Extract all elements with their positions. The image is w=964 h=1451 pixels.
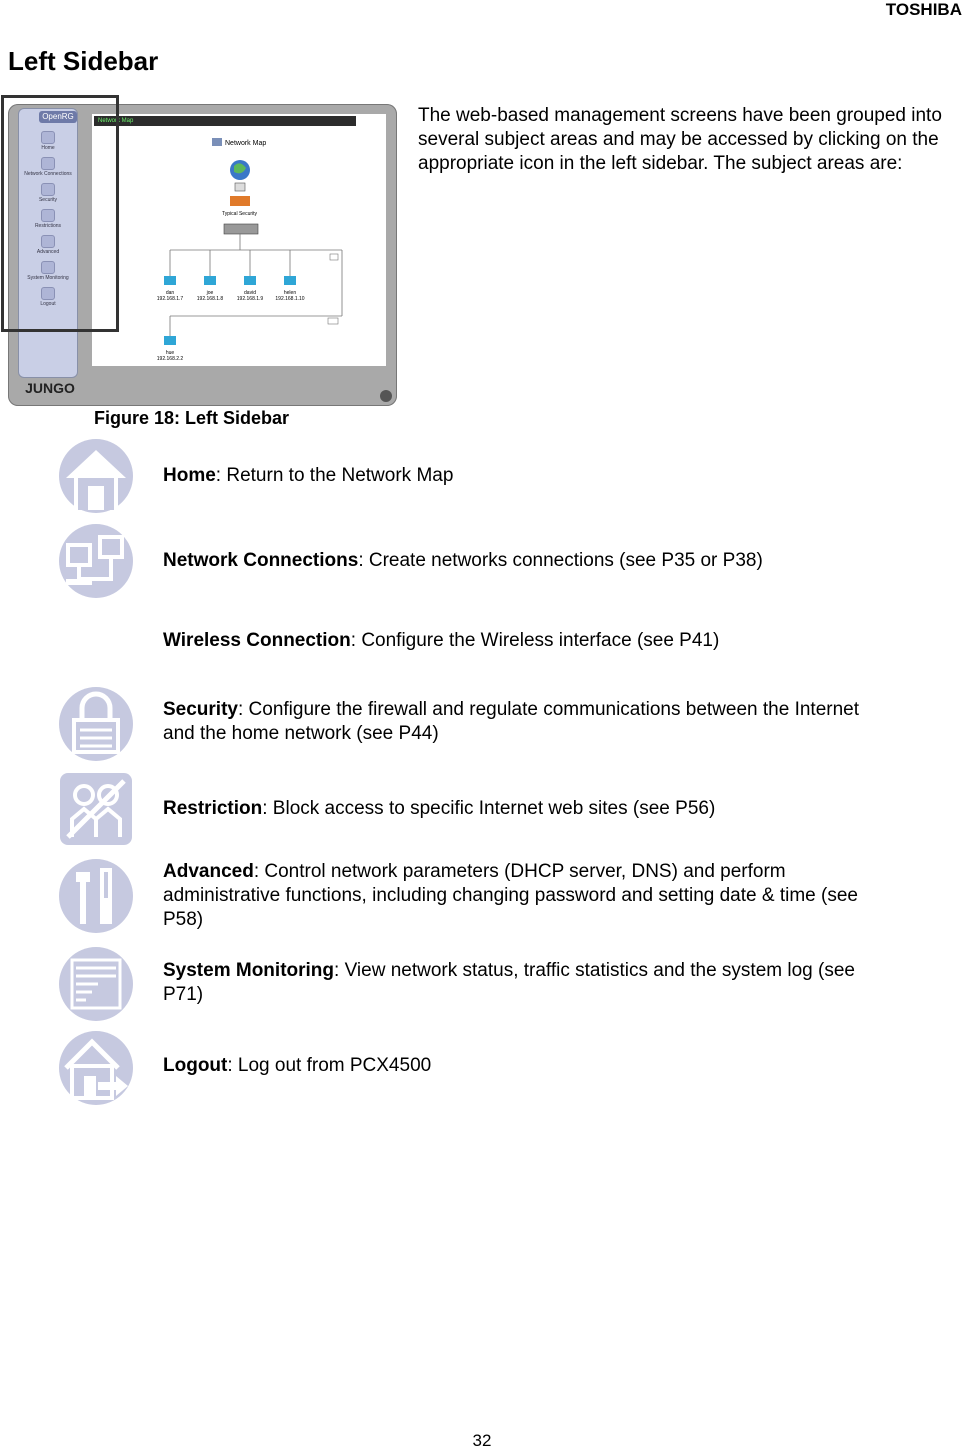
page-number: 32 xyxy=(472,1431,492,1450)
sidebar-highlight-box xyxy=(1,95,119,332)
feature-security: Security: Configure the firewall and regulate communications between the Internet and the home network (see P44) xyxy=(163,699,860,744)
network-map-icon xyxy=(212,138,222,146)
screenshot-sidebar-item: Home xyxy=(19,131,77,151)
network-map-title: Network Map xyxy=(225,140,267,147)
help-icon xyxy=(380,390,392,402)
page-title: Left Sidebar xyxy=(8,46,159,76)
home-icon xyxy=(58,438,134,514)
computer-icon xyxy=(204,276,216,285)
lock-icon xyxy=(58,686,134,762)
feature-advanced: Advanced: Control network parameters (DHCP server, DNS) and perform administrative functions, including changing password and setting date & time (see P58) xyxy=(163,861,858,930)
device-name: hue xyxy=(165,350,175,356)
computer-icon xyxy=(164,276,176,285)
screenshot-sidebar-item: Advanced xyxy=(19,235,77,255)
network-map-diagram xyxy=(92,114,386,366)
computer-icon xyxy=(244,276,256,285)
intro-paragraph: The web-based management screens have been grouped into several subject areas and may be accessed by clicking on the appropriate icon in the left sidebar. The subject areas are: xyxy=(418,105,942,174)
device-ip: 192.168.1.7 xyxy=(156,296,184,302)
screenshot-sidebar-item: Restrictions xyxy=(19,209,77,229)
screenshot-sidebar-item: System Monitoring xyxy=(19,261,77,281)
screenshot-sidebar-item: Network Connections xyxy=(19,157,77,177)
device-ip: 192.168.1.8 xyxy=(196,296,224,302)
device-ip: 192.168.1.10 xyxy=(275,296,305,302)
feature-restriction: Restriction: Block access to specific Internet web sites (see P56) xyxy=(163,798,716,819)
computer-icon xyxy=(284,276,296,285)
screenshot-sidebar-item: Logout xyxy=(19,287,77,307)
brand-name: TOSHIBA xyxy=(885,0,962,19)
device-name: helen xyxy=(283,290,297,296)
screenshot-content xyxy=(92,114,386,366)
security-label: Typical Security xyxy=(222,211,258,217)
device-name: david xyxy=(244,290,256,296)
feature-wireless-connection: Wireless Connection: Configure the Wireless interface (see P41) xyxy=(163,630,720,651)
restriction-icon xyxy=(58,771,134,847)
firewall-icon xyxy=(230,196,250,206)
tools-icon xyxy=(58,858,134,934)
logout-icon xyxy=(58,1030,134,1106)
computer-icon xyxy=(164,336,176,345)
feature-home: Home: Return to the Network Map xyxy=(163,465,454,486)
modem-icon xyxy=(235,183,245,191)
screenshot-address-bar: Network Map xyxy=(94,116,356,126)
device-name: joe xyxy=(206,290,214,296)
jungo-logo: JUNGO xyxy=(25,380,75,396)
monitor-icon xyxy=(58,946,134,1022)
device-ip: 192.168.2.2 xyxy=(156,356,184,362)
feature-network-connections: Network Connections: Create networks connections (see P35 or P38) xyxy=(163,550,763,571)
figure-caption: Figure 18: Left Sidebar xyxy=(94,408,290,428)
screenshot-app-logo: OpenRG xyxy=(39,111,77,123)
feature-logout: Logout: Log out from PCX4500 xyxy=(163,1055,432,1076)
screenshot-sidebar-item: Security xyxy=(19,183,77,203)
router-icon xyxy=(224,224,258,234)
device-ip: 192.168.1.9 xyxy=(236,296,264,302)
network-connections-icon xyxy=(58,523,134,599)
device-name: dan xyxy=(165,290,175,296)
feature-system-monitoring: System Monitoring: View network status, traffic statistics and the system log (see P71) xyxy=(163,960,855,1005)
